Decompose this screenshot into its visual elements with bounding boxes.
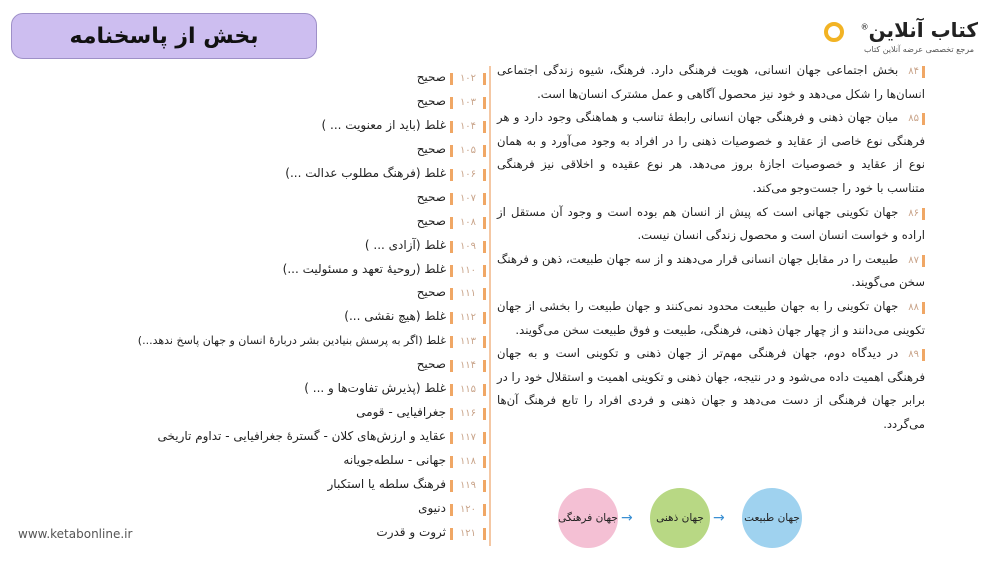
answer-number: ۱۰۷ — [450, 193, 486, 205]
paragraph-89 — [497, 342, 925, 436]
paragraph-text: جهان تکوینی را به جهان طبیعت محدود نمی‌کنند و جهان طبیعت را بخشی از جهان تکوینی می‌دانند و از چهار جهان ذهنی، فرهنگی، طبیعت و فوق طبیعت سخن می‌گویند. — [497, 298, 925, 337]
answer-number: ۱۱۴ — [450, 360, 486, 372]
answer-row — [0, 186, 486, 210]
question-number: ۸۵ — [903, 113, 925, 125]
answer-row — [0, 114, 486, 138]
answer-row — [0, 234, 486, 258]
answer-text: صحیح — [416, 285, 446, 300]
arrow-right-icon: → — [621, 510, 633, 526]
answer-number: ۱۱۷ — [450, 432, 486, 444]
answer-number: ۱۰۵ — [450, 145, 486, 157]
question-number: ۸۴ — [903, 66, 925, 78]
answer-text: غلط (روحیهٔ تعهد و مسئولیت ...) — [282, 261, 446, 276]
answer-row — [0, 497, 486, 521]
answer-text: صحیح — [416, 93, 446, 108]
answer-text: صحیح — [416, 357, 446, 372]
answer-text: غلط (پذیرش تفاوت‌ها و ... ) — [304, 381, 446, 396]
paragraph-text: میان جهان ذهنی و فرهنگی جهان انسانی رابطهٔ تناسب و هماهنگی وجود دارد و هر فرهنگی نوع خاصی از عقاید و خصوصیات ذهنی را در افراد به وجود می‌آورد و به همان نوع از عقاید و خصوصیات اجازهٔ بروز می‌دهد. هر نوع عقیده و اخلاقی نیز فرهنگی متناسب با خود را جست‌وجو می‌کند. — [497, 110, 925, 195]
arrow-right-icon: → — [713, 510, 725, 526]
answer-number: ۱۰۲ — [450, 73, 486, 85]
answer-text: غلط (باید از معنویت ... ) — [321, 117, 446, 132]
answer-number: ۱۱۹ — [450, 480, 486, 492]
answer-number: ۱۰۴ — [450, 121, 486, 133]
answer-row — [0, 258, 486, 282]
answer-row — [0, 329, 486, 353]
paragraph-text: طبیعت را در مقابل جهان انسانی قرار می‌دهند و از سه جهان طبیعت، ذهن و فرهنگ سخن می‌گویند. — [497, 251, 925, 290]
paragraph-84 — [497, 59, 925, 106]
diagram-node-nature-world: جهان طبیعت — [742, 488, 802, 548]
column-divider — [489, 66, 491, 546]
answer-number: ۱۲۱ — [450, 528, 486, 540]
answer-row — [0, 138, 486, 162]
answer-number: ۱۱۸ — [450, 456, 486, 468]
section-title: بخش از پاسخنامه — [69, 23, 259, 49]
answer-number: ۱۱۳ — [450, 336, 486, 348]
question-number: ۸۷ — [903, 255, 925, 267]
answer-row — [0, 162, 486, 186]
logo-name: کتاب آنلاین — [868, 18, 978, 42]
answer-text: صحیح — [416, 141, 446, 156]
logo-ring-icon — [824, 22, 844, 42]
question-number: ۸۸ — [903, 302, 925, 314]
website-link[interactable]: www.ketabonline.ir — [18, 527, 133, 541]
answer-number: ۱۰۸ — [450, 217, 486, 229]
paragraph-87 — [497, 248, 925, 295]
answer-text: غلط (اگر به پرسش بنیادین بشر دربارهٔ انسان و جهان پاسخ ندهد...) — [137, 334, 446, 348]
answer-text: جغرافیایی - قومی — [356, 405, 446, 420]
paragraph-85 — [497, 106, 925, 200]
question-number: ۸۶ — [903, 208, 925, 220]
answer-number: ۱۲۰ — [450, 504, 486, 516]
paragraph-86 — [497, 201, 925, 248]
answer-number: ۱۰۳ — [450, 97, 486, 109]
paragraph-text: در دیدگاه دوم، جهان فرهنگی مهم‌تر از جهان ذهنی و تکوینی است و به جهان فرهنگی اهمیت داده می‌شود و در نتیجه، جهان ذهنی و تکوینی اهمیت و استقلال خود را در برابر جهان فرهنگی از دست می‌دهد و جهان ذهنی و فردی افراد را تابع فرهنگ آن‌ها می‌گردد. — [497, 346, 925, 431]
answer-row — [0, 473, 486, 497]
answer-row — [0, 449, 486, 473]
worlds-diagram — [558, 488, 802, 550]
answer-text: غلط (آزادی ... ) — [364, 237, 446, 252]
answer-number: ۱۱۱ — [450, 288, 486, 300]
answer-text: دنیوی — [418, 500, 446, 515]
answer-row — [0, 281, 486, 305]
answer-text: فرهنگ سلطه یا استکبار — [327, 476, 446, 491]
section-title-box — [11, 13, 317, 59]
paragraph-text: بخش اجتماعی جهان انسانی، هویت فرهنگی دارد. فرهنگ، شیوه زندگی اجتماعی انسان‌ها را شکل می‌دهد و خود نیز محصول آگاهی و عمل مشترک انسان‌ها است. — [497, 63, 925, 101]
brand-logo[interactable] — [818, 18, 978, 58]
answer-number: ۱۱۵ — [450, 384, 486, 396]
answer-text: ثروت و قدرت — [376, 524, 446, 539]
explanations-column — [497, 59, 925, 437]
answer-text: عقاید و ارزش‌های کلان - گسترهٔ جغرافیایی - تداوم تاریخی — [157, 429, 446, 444]
answer-text: غلط (هیچ نقشی ...) — [344, 309, 446, 324]
answer-number: ۱۰۹ — [450, 241, 486, 253]
answer-text: صحیح — [416, 70, 446, 84]
paragraph-text: جهان تکوینی جهانی است که پیش از انسان هم بوده است و وجود آن مستقل از اراده و خواست انسان است و محصول زندگی انسان نیست. — [497, 204, 925, 243]
logo-trademark: ® — [860, 22, 869, 32]
answer-text: جهانی - سلطه‌جویانه — [343, 453, 446, 467]
answer-text: صحیح — [416, 189, 446, 204]
answer-row — [0, 66, 486, 90]
answer-row — [0, 377, 486, 401]
answer-text: صحیح — [416, 213, 446, 228]
answer-number: ۱۰۶ — [450, 169, 486, 181]
logo-tagline: مرجع تخصصی عرضه آنلاین کتاب — [863, 45, 974, 54]
answer-row — [0, 353, 486, 377]
answer-row — [0, 210, 486, 234]
answers-column — [0, 66, 486, 545]
answer-row — [0, 90, 486, 114]
answer-row — [0, 401, 486, 425]
question-number: ۸۹ — [903, 349, 925, 361]
answer-row — [0, 425, 486, 449]
answer-text: غلط (فرهنگ مطلوب عدالت ...) — [285, 165, 446, 180]
answer-row — [0, 305, 486, 329]
diagram-node-cultural-world: جهان فرهنگی — [558, 488, 618, 548]
answer-number: ۱۱۰ — [450, 265, 486, 277]
answer-number: ۱۱۶ — [450, 408, 486, 420]
diagram-node-mental-world: جهان ذهنی — [650, 488, 710, 548]
paragraph-88 — [497, 295, 925, 342]
answer-number: ۱۱۲ — [450, 312, 486, 324]
